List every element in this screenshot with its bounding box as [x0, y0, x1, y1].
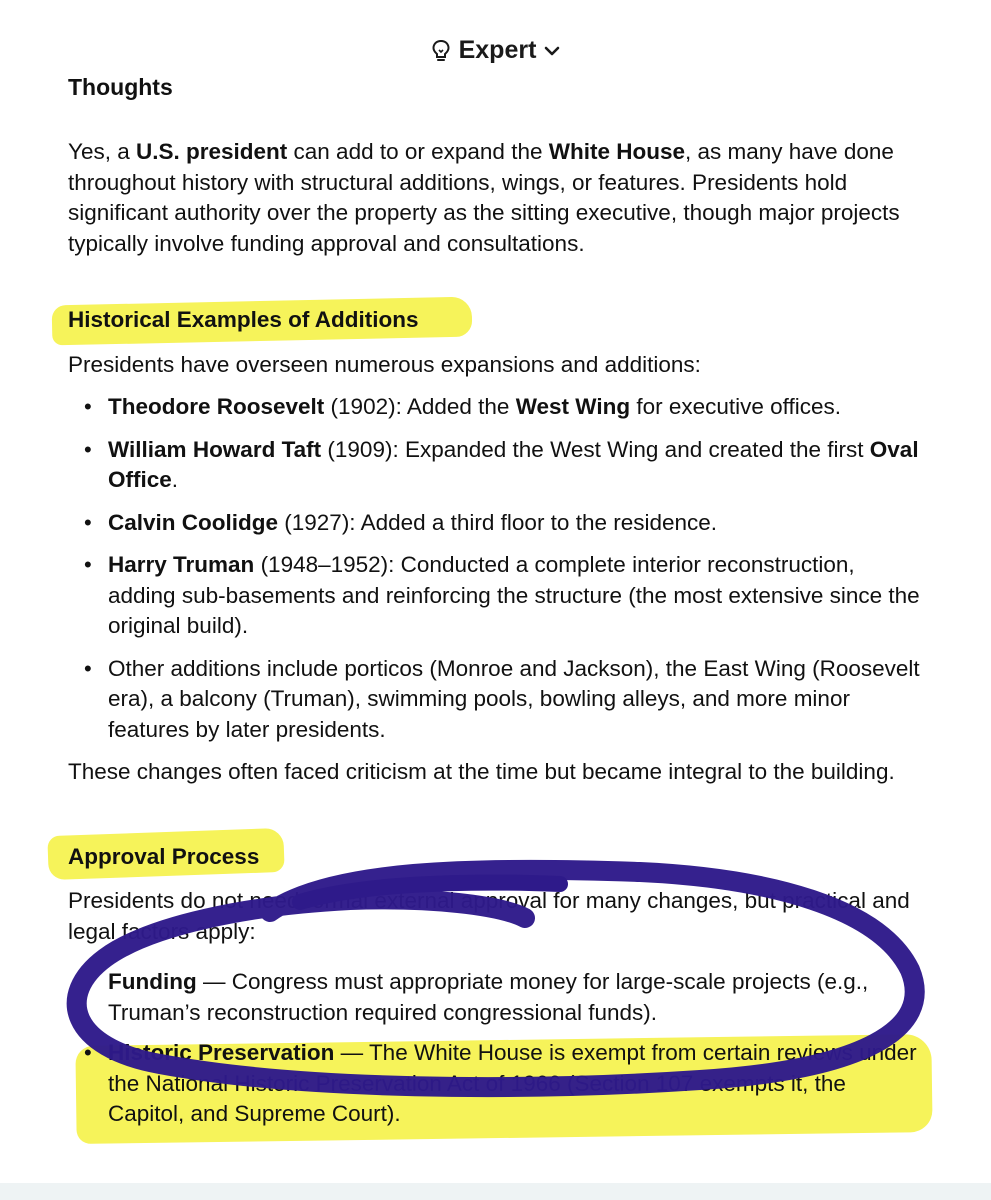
intro-paragraph: Yes, a U.S. president can add to or expand the White House, as many have done throughout history with structural additions, wings, or features. Presidents hold significant authority over the property as the sitting executive, though major projects typically involve funding approval and consultations.: [68, 139, 900, 256]
list-item: • Calvin Coolidge (1927): Added a third floor to the residence.: [68, 508, 928, 539]
thoughts-heading-cut: Thoughts: [68, 74, 173, 100]
list-item: • Harry Truman (1948–1952): Conducted a complete interior reconstruction, adding sub-basements and reinforcing the structure (the most extensive since the original build).: [68, 550, 928, 642]
response-content: [68, 137, 928, 1140]
list-item: • Other additions include porticos (Monroe and Jackson), the East Wing (Roosevelt era), a balcony (Truman), swimming pools, bowling alleys, and more minor features by later presidents.: [68, 654, 928, 746]
mode-selector-button[interactable]: [431, 36, 561, 65]
list-item: • Theodore Roosevelt (1902): Added the West Wing for executive offices.: [68, 392, 928, 423]
list-item: • Historic Preservation — The White House is exempt from certain reviews under the National Historic Preservation Act of 1966 (Section 107 exempts it, the Capitol, and Supreme Court).: [68, 1038, 928, 1130]
historical-closing: These changes often faced criticism at the time but became integral to the building.: [68, 759, 895, 784]
section-heading-approval: Approval Process: [68, 842, 259, 872]
mode-label: Expert: [458, 36, 537, 64]
historical-list: [68, 392, 928, 745]
approval-lead: Presidents do not need formal external approval for many changes, but practical and legal factors apply:: [68, 888, 910, 944]
chevron-down-icon: [544, 45, 560, 57]
approval-list: [68, 967, 928, 1130]
list-item: Funding — Congress must appropriate money for large-scale projects (e.g., Truman’s reconstruction required congressional funds).: [108, 969, 869, 1025]
approval-section: [68, 842, 928, 1130]
lightbulb-icon: [431, 39, 451, 63]
bottom-bar: [0, 1183, 991, 1200]
historical-lead: Presidents have overseen numerous expansions and additions:: [68, 351, 701, 377]
section-heading-historical: Historical Examples of Additions: [68, 305, 419, 335]
list-item: • William Howard Taft (1909): Expanded the West Wing and created the first Oval Office.: [68, 435, 928, 496]
